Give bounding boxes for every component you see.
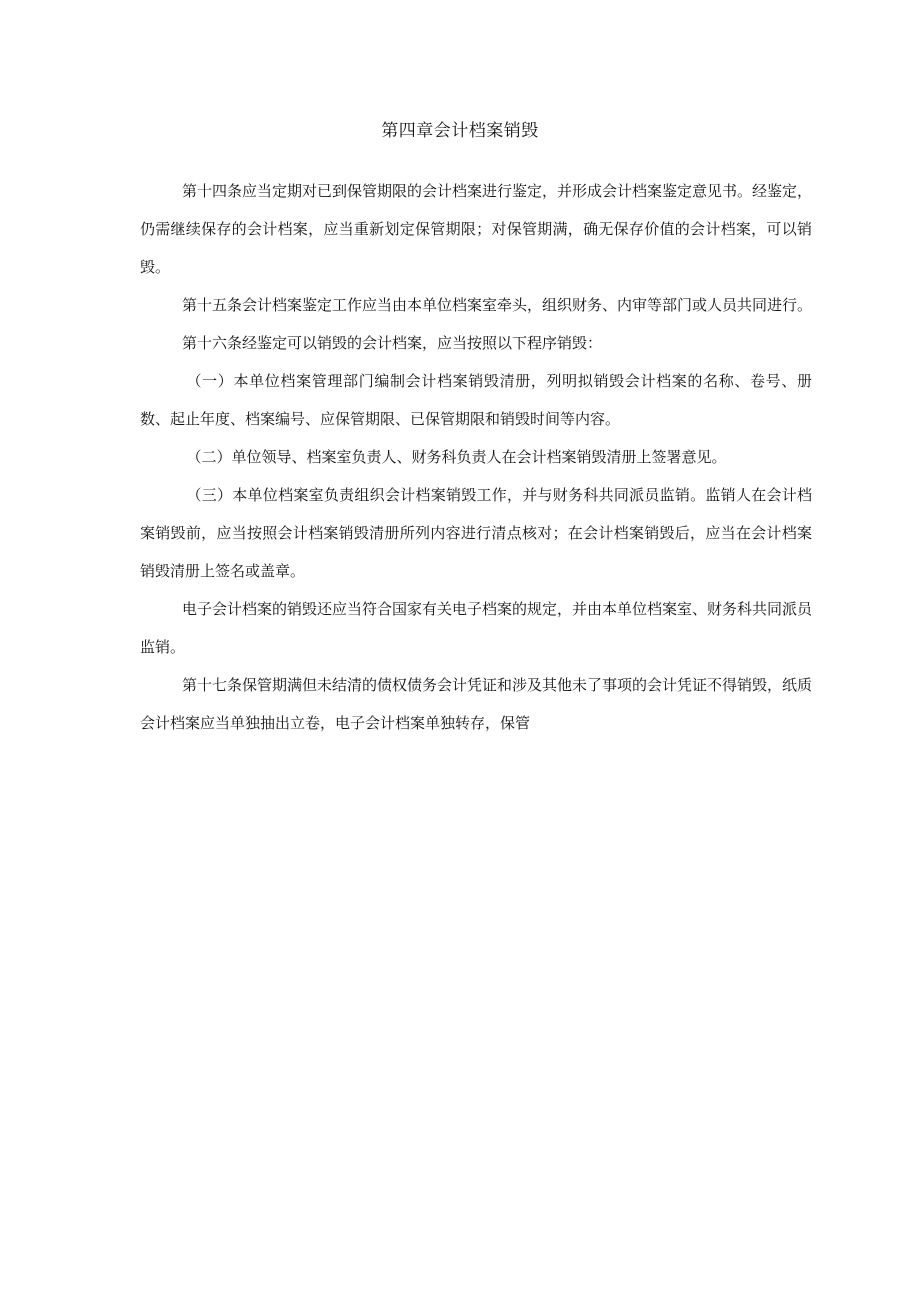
paragraph-item-3: （三）本单位档案室负责组织会计档案销毁工作，并与财务科共同派员监销。监销人在会计档案销毁前，应当按照会计档案销毁清册所列内容进行清点核对；在会计档案销毁后，应当在会计档案销毁清册上签名或盖章。 <box>140 486 812 580</box>
paragraph-article-16: 第十六条经鉴定可以销毁的会计档案，应当按照以下程序销毁： <box>182 334 603 352</box>
paragraph-item-2: （二）单位领导、档案室负责人、财务科负责人在会计档案销毁清册上签署意见。 <box>186 448 727 466</box>
paragraph-article-15: 第十五条会计档案鉴定工作应当由本单位档案室牵头，组织财务、内审等部门或人员共同进行。 <box>182 296 813 314</box>
paragraph-electronic-archives: 电子会计档案的销毁还应当符合国家有关电子档案的规定，并由本单位档案室、财务科共同派员监销。 <box>140 600 813 656</box>
chapter-title: 第四章会计档案销毁 <box>381 121 539 141</box>
document-body <box>140 172 812 742</box>
paragraph-article-17: 第十七条保管期满但未结清的债权债务会计凭证和涉及其他未了事项的会计凭证不得销毁，纸质会计档案应当单独抽出立卷，电子会计档案单独转存，保管 <box>140 676 813 732</box>
paragraph-article-14: 第十四条应当定期对已到保管期限的会计档案进行鉴定，并形成会计档案鉴定意见书。经鉴定，仍需继续保存的会计档案，应当重新划定保管期限；对保管期满，确无保存价值的会计档案，可以销毁。 <box>140 182 813 276</box>
paragraph-item-1: （一）本单位档案管理部门编制会计档案销毁清册，列明拟销毁会计档案的名称、卷号、册数、起止年度、档案编号、应保管期限、已保管期限和销毁时间等内容。 <box>140 372 812 428</box>
